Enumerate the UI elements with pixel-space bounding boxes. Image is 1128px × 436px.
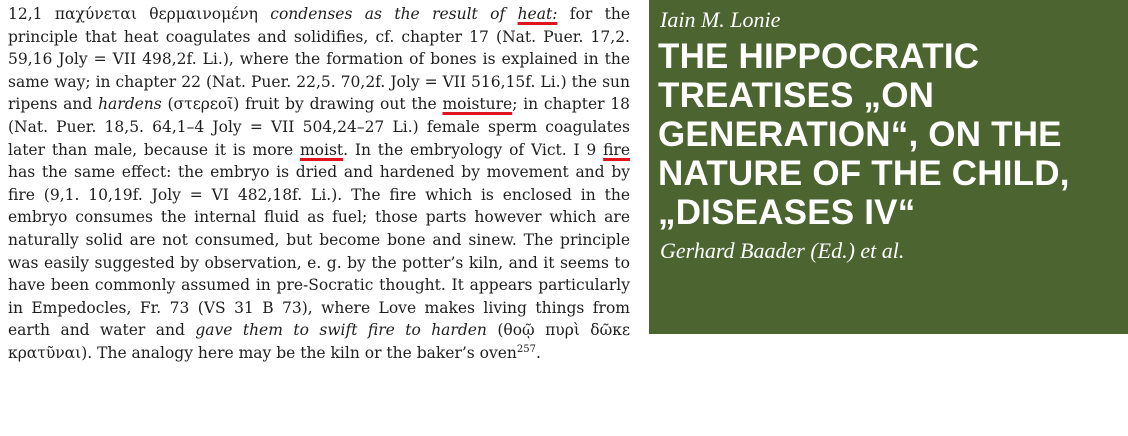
cover-title-line: „DISEASES IV“ [658,193,916,232]
book-page-text [8,3,630,365]
book-cover-panel [649,0,1128,334]
cover-title-line: TREATISES „ON [658,76,935,115]
cover-editor: Gerhard Baader (Ed.) et al. [660,238,905,263]
italic-word-hardens: hardens [98,95,162,114]
text-segment: ; in chapter 18 (Nat. Puer. 18,5. 64,1–4 Joly = VII 504,24–27 Li.) female sperm coagulates later than male, because it is more [8,95,630,159]
italic-quotation: gave them to swift fire to harden [195,321,487,340]
text-segment: has the same effect: the embryo is dried and hardened by movement and by fire (9,1. 10,19f. Joly = VI 482,18f. Li.). The fire which is enclosed in the embryo consumes the internal fluid as fuel; those parts however which are naturally solid are not consumed, but become bone and sinew. The principle was easily suggested by observation, e. g. by the potter’s kiln, and it seems to have been commonly assumed in pre-Socratic thought. It appears particularly in Empedocles, Fr. 73 (VS 31 B 73), where Love makes living things from earth and water and [8,163,630,340]
highlighted-word-moisture: moisture [442,95,513,114]
text-segment: 12,1 παχύνεται θερμαινομένη [8,5,271,23]
text-segment: (στερεοῖ) fruit by drawing out the [161,95,443,114]
cover-author: Iain M. Lonie [660,7,781,32]
cover-title [658,37,1123,232]
highlighted-word-heat: heat: [517,5,558,23]
highlighted-word-fire: fire [603,140,631,159]
cover-title-line: THE HIPPOCRATIC [658,37,980,76]
highlighted-word-moist: moist [299,140,344,159]
text-segment: . [536,343,541,362]
cover-title-line: NATURE OF THE CHILD, [658,154,1070,193]
text-segment: (θοῷ πυρὶ δῶκε κρατῦναι). The analogy here may be the kiln or the baker’s oven [8,321,630,362]
text-segment: . In the embryology of Vict. I 9 [343,140,604,159]
italic-translation: condenses as the result of [270,5,518,23]
commentary-paragraph [8,3,630,365]
footnote-reference[interactable]: 257 [516,343,537,355]
cover-title-line: GENERATION“, ON THE [658,115,1062,154]
text-segment: for the principle that heat coagulates and solidifies, cf. chapter 17 (Nat. Puer. 17,2. 59,16 Joly = VII 498,2f. Li.), where the formation of bones is explained in the same way; in chapter 22 (Nat. Puer. 22,5. 70,2f. Joly = VII 516,15f. Li.) the sun ripens and [8,5,630,114]
